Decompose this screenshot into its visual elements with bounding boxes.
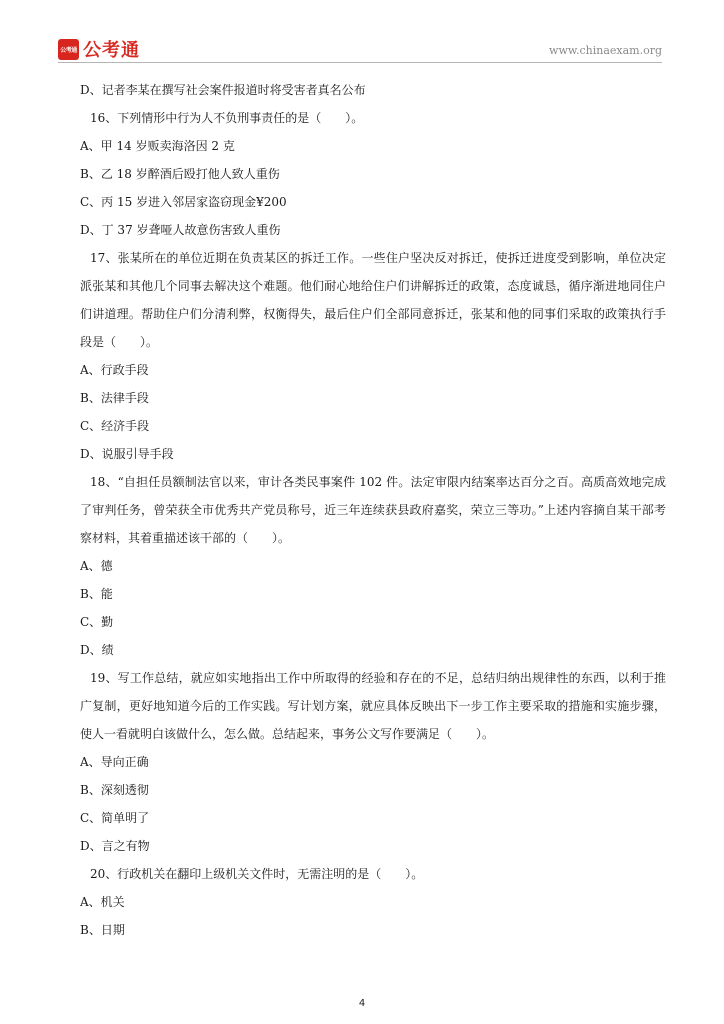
option: A、导向正确 <box>80 755 149 769</box>
option: B、日期 <box>80 923 125 937</box>
logo-text: 公考通 <box>83 40 140 61</box>
logo-badge-icon: 公考通 <box>58 39 79 60</box>
option: A、甲 14 岁贩卖海洛因 2 克 <box>80 139 235 153</box>
logo[interactable] <box>58 36 140 62</box>
document-body <box>80 76 666 944</box>
question-stem-18: 18、“自担任员额制法官以来，审计各类民事案件 102 件。法定审限内结案率达百分之百。高质高效地完成了审判任务，曾荣获全市优秀共产党员称号，近三年连续获县政府嘉奖，荣立三等功。”上述内容摘自某干部考察材料，其着重描述该干部的（ ）。 <box>80 475 666 545</box>
lead-option: D、记者李某在撰写社会案件报道时将受害者真名公布 <box>80 83 366 97</box>
option: C、勤 <box>80 615 114 629</box>
option: B、乙 18 岁醉酒后殴打他人致人重伤 <box>80 167 280 181</box>
option: D、言之有物 <box>80 839 150 853</box>
question-stem-16: 16、下列情形中行为人不负刑事责任的是（ ）。 <box>90 111 364 125</box>
question-stem-17: 17、张某所在的单位近期在负责某区的拆迁工作。一些住户坚决反对拆迁，使拆迁进度受到影响，单位决定派张某和其他几个同事去解决这个难题。他们耐心地给住户们讲解拆迁的政策，态度诚恳，循序渐进地同住户们讲道理。帮助住户们分清利弊，权衡得失，最后住户们全部同意拆迁，张某和他的同事们采取的政策执行手段是（ ）。 <box>80 251 666 349</box>
option: A、行政手段 <box>80 363 149 377</box>
question-stem-19: 19、写工作总结，就应如实地指出工作中所取得的经验和存在的不足，总结归纳出规律性的东西，以利于推广复制，更好地知道今后的工作实践。写计划方案，就应具体反映出下一步工作主要采取的措施和实施步骤，使人一看就明白该做什么，怎么做。总结起来，事务公文写作要满足（ ）。 <box>80 671 666 741</box>
page-number: 4 <box>358 998 366 1009</box>
page-header <box>58 34 662 62</box>
option: C、简单明了 <box>80 811 150 825</box>
header-divider <box>58 62 662 63</box>
option: B、能 <box>80 587 113 601</box>
option: C、经济手段 <box>80 419 150 433</box>
option: D、绩 <box>80 643 114 657</box>
option: D、丁 37 岁聋哑人故意伤害致人重伤 <box>80 223 281 237</box>
option: D、说服引导手段 <box>80 447 174 461</box>
question-stem-20: 20、行政机关在翻印上级机关文件时，无需注明的是（ ）。 <box>90 867 424 881</box>
option: A、德 <box>80 559 113 573</box>
option: B、深刻透彻 <box>80 783 149 797</box>
option: B、法律手段 <box>80 391 149 405</box>
site-url[interactable]: www.chinaexam.org <box>549 44 662 57</box>
option: C、丙 15 岁进入邻居家盗窃现金¥200 <box>80 195 287 209</box>
option: A、机关 <box>80 895 125 909</box>
